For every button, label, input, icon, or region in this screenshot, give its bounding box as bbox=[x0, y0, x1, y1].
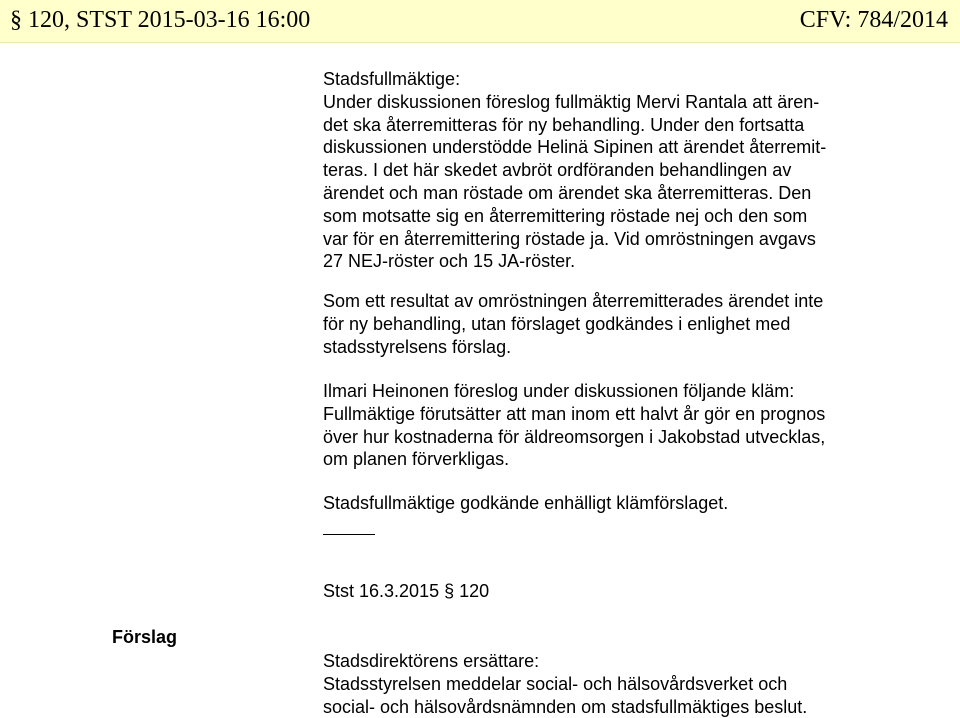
text-line: för ny behandling, utan förslaget godkändes i enlighet med bbox=[323, 313, 791, 334]
text-line: social- och hälsovårdsnämnden om stadsfullmäktiges beslut. bbox=[323, 696, 808, 717]
text-line: Under diskussionen föreslog fullmäktig Mervi Rantala att ären- bbox=[323, 91, 820, 112]
text-line: var för en återremittering röstade ja. Vid omröstningen avgavs bbox=[323, 228, 816, 249]
document-header bbox=[0, 0, 960, 43]
text-line: över hur kostnaderna för äldreomsorgen i Jakobstad utvecklas, bbox=[323, 426, 826, 447]
text-line: det ska återremitteras för ny behandling. Under den fortsatta bbox=[323, 114, 805, 135]
text-line: Stst 16.3.2015 § 120 bbox=[323, 581, 490, 601]
text-line: stadsstyrelsens förslag. bbox=[323, 336, 512, 357]
text-line: Som ett resultat av omröstningen återremitterades ärendet inte bbox=[323, 291, 824, 311]
text-line: Stadsstyrelsen meddelar social- och hälsovårdsverket och bbox=[323, 673, 788, 694]
side-heading-proposal: Förslag bbox=[112, 627, 178, 647]
text-line: diskussionen understödde Helinä Sipinen att ärendet återremit- bbox=[323, 137, 827, 158]
separator-line bbox=[323, 534, 375, 535]
text-line: Stadsfullmäktige: bbox=[323, 69, 461, 89]
text-line: ärendet och man röstade om ärendet ska återremitteras. Den bbox=[323, 182, 812, 203]
text-line: om planen förverkligas. bbox=[323, 449, 510, 470]
case-number: CFV: 784/2014 bbox=[799, 7, 948, 33]
text-line: Ilmari Heinonen föreslog under diskussionen följande kläm: bbox=[323, 381, 795, 401]
text-line: som motsatte sig en återremittering röstade nej och den som bbox=[323, 205, 808, 226]
section-reference: § 120, STST 2015-03-16 16:00 bbox=[10, 7, 311, 33]
paragraph-proposal-clause bbox=[323, 380, 943, 471]
text-line: teras. I det här skedet avbröt ordföranden behandlingen av bbox=[323, 160, 792, 181]
paragraph-deputy-proposal bbox=[323, 650, 943, 718]
text-line: 27 NEJ-röster och 15 JA-röster. bbox=[323, 251, 576, 272]
text-line: Stadsfullmäktige godkände enhälligt klämförslaget. bbox=[323, 493, 729, 513]
paragraph-vote-result bbox=[323, 290, 943, 358]
text-line: Stadsdirektörens ersättare: bbox=[323, 651, 540, 671]
board-reference bbox=[323, 580, 943, 603]
paragraph-decision-discussion bbox=[323, 68, 943, 273]
paragraph-clause-approved bbox=[323, 492, 943, 515]
text-line: Fullmäktige förutsätter att man inom ett halvt år gör en prognos bbox=[323, 403, 826, 424]
